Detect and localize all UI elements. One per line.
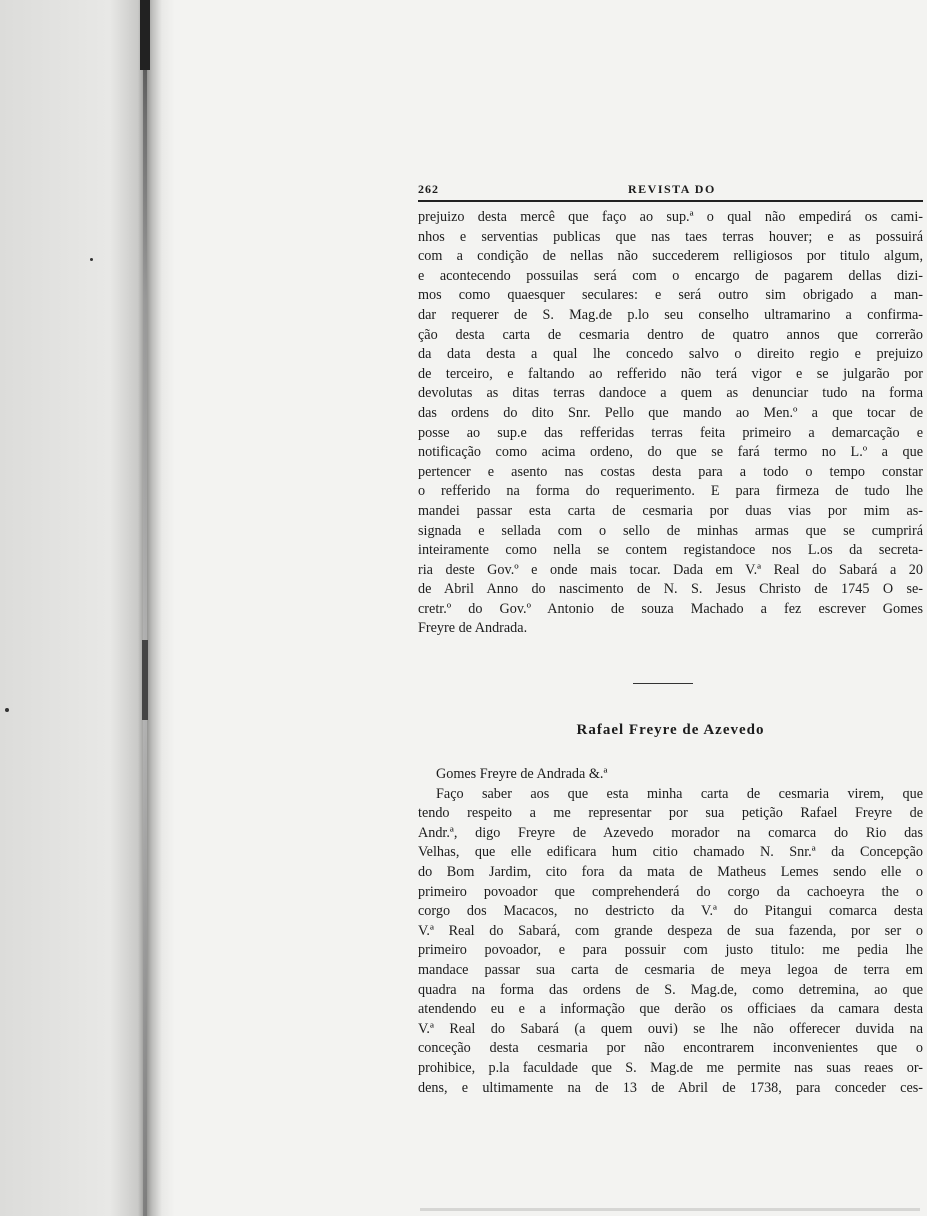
text-line: dar requerer de S. Mag.de p.lo seu conselho ultramarino a confirma- bbox=[418, 306, 923, 323]
text-line: atendendo eu e a informação que derão os officiaes da camara desta bbox=[418, 1001, 923, 1018]
text-line: o refferido na forma do requerimento. E para firmeza de tudo lhe bbox=[418, 483, 923, 500]
text-line: primeiro povoador que comprehenderá do corgo da cachoeyra the o bbox=[418, 883, 923, 900]
scan-bottom-edge bbox=[420, 1208, 920, 1211]
text-line: do Bom Jardim, cito fora da mata de Matheus Lemes sendo elle o bbox=[418, 864, 923, 881]
text-line: mandace passar sua carta de cesmaria de meya legoa de terra em bbox=[418, 962, 923, 978]
text-line: Freyre de Andrada. bbox=[418, 620, 528, 637]
text-line-opening: Gomes Freyre de Andrada &.ª bbox=[436, 766, 608, 783]
text-line: da data desta a qual lhe concedo salvo o direito regio e prejuizo bbox=[418, 346, 923, 363]
text-line: dens, e ultimamente na de 13 de Abril de 1738, para conceder ces- bbox=[418, 1079, 923, 1096]
running-title: REVISTA DO bbox=[628, 182, 716, 196]
page-number: 262 bbox=[418, 182, 439, 196]
text-line: quadra na forma das ordens de S. Mag.de, como detremina, ao que bbox=[418, 981, 923, 998]
paragraph-grant bbox=[418, 765, 923, 1098]
text-line: prohibice, p.la faculdade que S. Mag.de me permite nas suas reaes or- bbox=[418, 1059, 923, 1076]
text-line: Andr.ª, digo Freyre de Azevedo morador na comarca do Rio das bbox=[418, 824, 923, 841]
page-content bbox=[418, 178, 923, 1098]
text-line: pertencer e asento nas costas desta para a todo o tempo constar bbox=[418, 463, 923, 480]
text-line: signada e sellada com o sello de minhas armas que se cumprirá bbox=[418, 522, 923, 539]
text-line: V.ª Real do Sabará, com grande despeza de sua fazenda, por ser o bbox=[418, 922, 923, 939]
book-spine bbox=[143, 0, 147, 1216]
text-line: cretr.º do Gov.º Antonio de souza Machado a fez escrever Gomes bbox=[418, 600, 923, 617]
text-line: conceção desta cesmaria por não encontrarem inconvenientes que o bbox=[418, 1040, 923, 1057]
text-line: de Abril Anno do nascimento de N. S. Jesus Christo de 1745 O se- bbox=[418, 581, 923, 598]
text-line: primeiro povoador, e para possuir com justo titulo: me pedia lhe bbox=[418, 942, 923, 959]
text-line: devolutas as ditas terras dandoce a quem as denunciar tudo na forma bbox=[418, 385, 923, 402]
section-separator bbox=[633, 683, 693, 684]
text-line: tendo respeito a me representar por sua petição Rafael Freyre de bbox=[418, 805, 923, 822]
section-title: Rafael Freyre de Azevedo bbox=[576, 722, 765, 739]
book-gutter bbox=[0, 0, 175, 1216]
text-line: Faço saber aos que esta minha carta de cesmaria virem, que bbox=[436, 785, 923, 802]
text-line: das ordens do dito Snr. Pello que mando ao Men.º a que tocar de bbox=[418, 404, 923, 421]
scan-speck bbox=[90, 258, 93, 261]
page-header bbox=[418, 178, 923, 200]
text-line: notificação como acima ordeno, do que se fará termo no L.º a que bbox=[418, 444, 923, 461]
text-line: V.ª Real do Sabará (a quem ouvi) se lhe não offerecer duvida na bbox=[418, 1020, 923, 1037]
text-line: mandei passar esta carta de cesmaria por duas vias por mim as- bbox=[418, 502, 923, 519]
text-line: inteiramente como nella se contem registandoce nos L.os da secreta- bbox=[418, 542, 923, 559]
text-line: corgo dos Macacos, no destricto da V.ª do Pitangui comarca desta bbox=[418, 903, 923, 920]
text-line: com a condição de nellas não succederem relligiosos por titulo algum, bbox=[418, 248, 923, 265]
spine-shadow-middle bbox=[142, 640, 148, 720]
text-line: e acontecendo possuilas será com o encargo de pagarem dellas dizi- bbox=[418, 267, 923, 284]
text-line: ria deste Gov.º e onde mais tocar. Dada em V.ª Real do Sabará a 20 bbox=[418, 561, 923, 578]
text-line: ção desta carta de cesmaria dentro de quatro annos que correrão bbox=[418, 326, 923, 343]
spine-shadow-top bbox=[140, 0, 150, 70]
text-line: mos como quaesquer seculares: e será outro sim obrigado a man- bbox=[418, 287, 923, 304]
text-line: posse ao sup.e das refferidas terras feita primeiro a demarcação e bbox=[418, 424, 923, 441]
text-line: nhos e serventias publicas que nas taes terras houver; e as possuirá bbox=[418, 228, 923, 245]
paragraph-continuation bbox=[418, 208, 923, 639]
text-line: Velhas, que elle edificara hum citio chamado N. Snr.ª da Concepção bbox=[418, 844, 923, 861]
text-line: de terceiro, e faltando ao refferido não terá vigor e se julgarão por bbox=[418, 365, 923, 382]
scan-speck bbox=[5, 708, 9, 712]
text-line: prejuizo desta mercê que faço ao sup.ª o qual não empedirá os cami- bbox=[418, 209, 923, 225]
header-rule bbox=[418, 200, 923, 202]
